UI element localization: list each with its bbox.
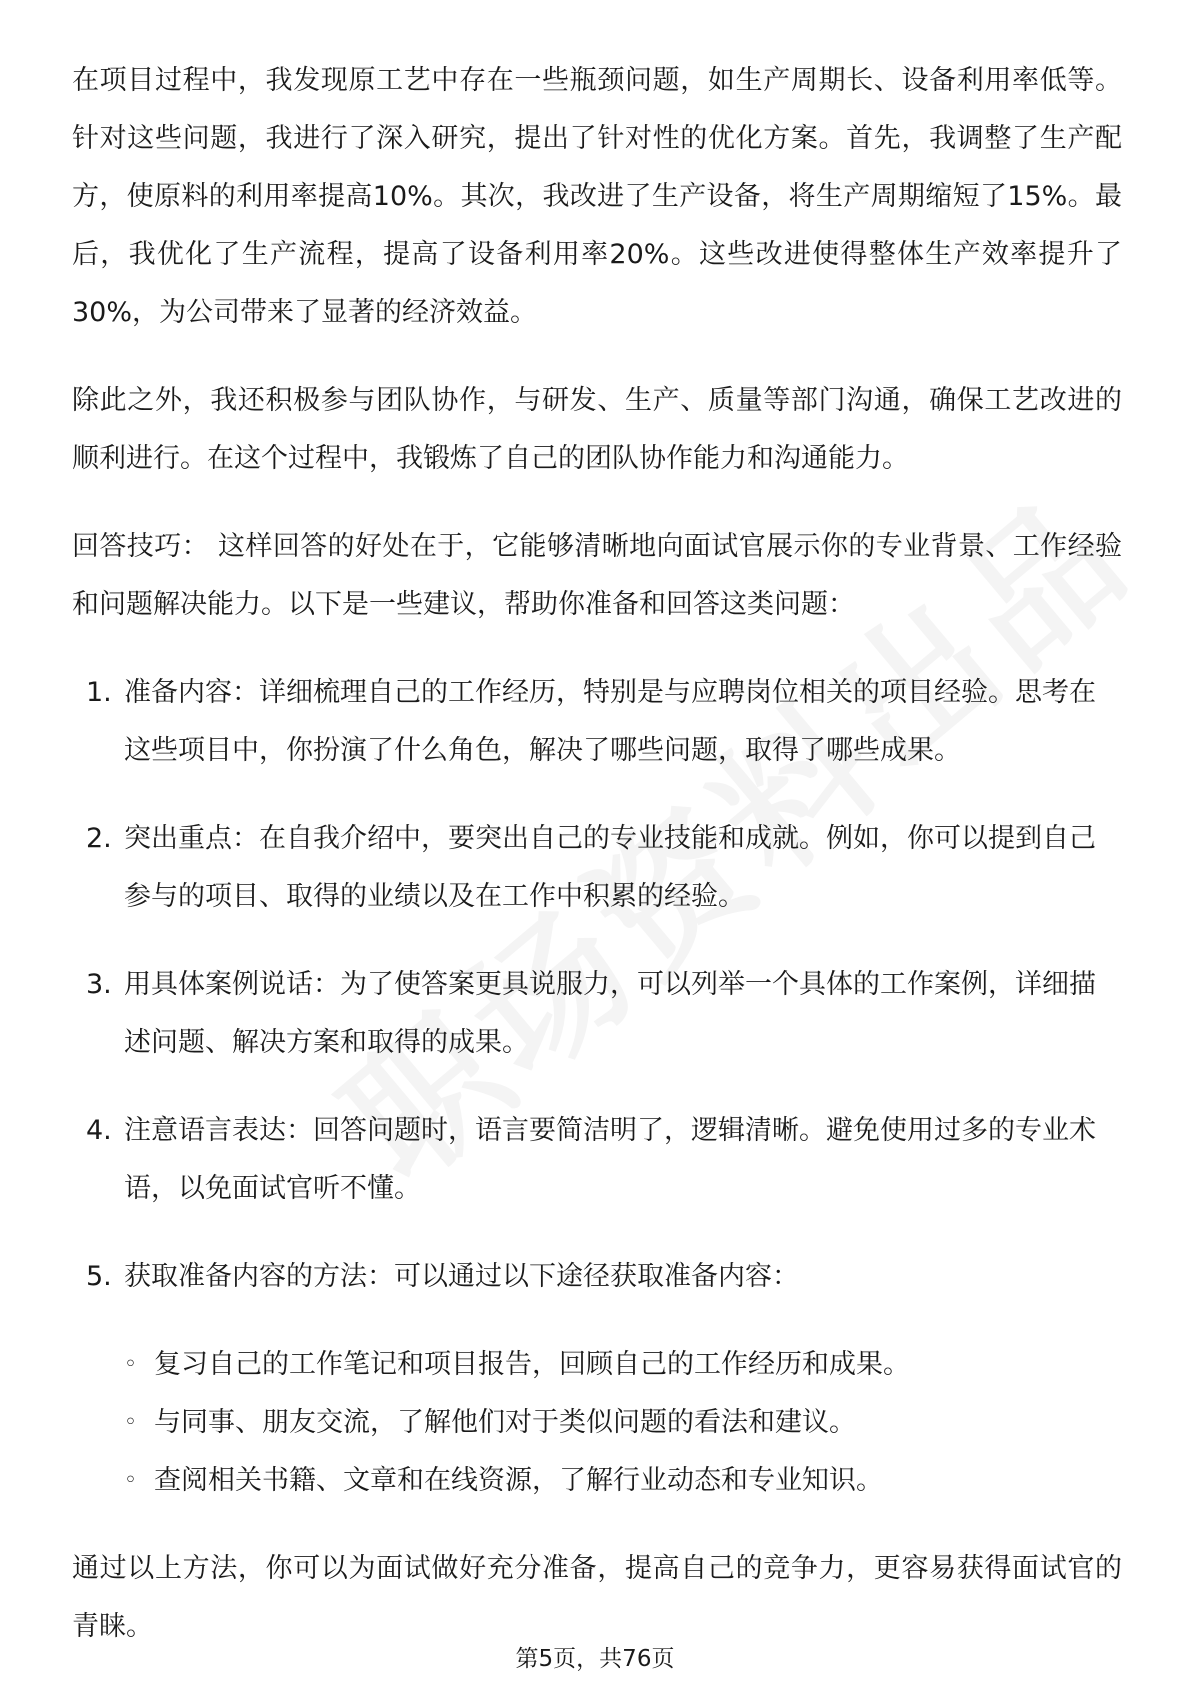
page-footer: 第5页，共76页 [515,1646,675,1672]
list-item-text: 注意语言表达：回答问题时，语言要简洁明了，逻辑清晰。避免使用过多的专业术语，以免面试官听不懂。 [124,1115,1096,1204]
sub-list-item-text: 复习自己的工作笔记和项目报告，回顾自己的工作经历和成果。 [154,1349,910,1380]
list-item-text: 准备内容：详细梳理自己的工作经历，特别是与应聘岗位相关的项目经验。思考在这些项目中，你扮演了什么角色，解决了哪些问题，取得了哪些成果。 [124,677,1096,766]
list-item-text: 用具体案例说话：为了使答案更具说服力，可以列举一个具体的工作案例，详细描述问题、解决方案和取得的成果。 [124,969,1096,1058]
sub-list-item [124,1394,1122,1452]
list-number: 2. [86,823,112,854]
tips-list [72,664,1122,1510]
list-item [72,956,1122,1072]
list-item-text: 获取准备内容的方法：可以通过以下途径获取准备内容： [124,1261,799,1292]
list-number: 1. [86,677,112,708]
sub-list [124,1336,1122,1510]
list-number: 3. [86,969,112,1000]
page-content [72,52,1122,1656]
list-item [72,810,1122,926]
sub-list-item-text: 与同事、朋友交流，了解他们对于类似问题的看法和建议。 [154,1407,856,1438]
list-item-text: 突出重点：在自我介绍中，要突出自己的专业技能和成就。例如，你可以提到自己参与的项目、取得的业绩以及在工作中积累的经验。 [124,823,1096,912]
list-item [72,664,1122,780]
paragraph-answer-tips: 回答技巧： 这样回答的好处在于，它能够清晰地向面试官展示你的专业背景、工作经验和问题解决能力。以下是一些建议，帮助你准备和回答这类问题： [72,531,1122,620]
paragraph-conclusion: 通过以上方法，你可以为面试做好充分准备，提高自己的竞争力，更容易获得面试官的青睐。 [72,1553,1122,1642]
list-item [72,1102,1122,1218]
bullet-icon: ◦ [124,1410,137,1435]
paragraph-project-improvements: 在项目过程中，我发现原工艺中存在一些瓶颈问题，如生产周期长、设备利用率低等。针对这些问题，我进行了深入研究，提出了针对性的优化方案。首先，我调整了生产配方，使原料的利用率提高10%。其次，我改进了生产设备，将生产周期缩短了15%。最后，我优化了生产流程，提高了设备利用率20%。这些改进使得整体生产效率提升了30%，为公司带来了显著的经济效益。 [72,65,1122,328]
bullet-icon: ◦ [124,1352,137,1377]
sub-list-item-text: 查阅相关书籍、文章和在线资源，了解行业动态和专业知识。 [154,1465,883,1496]
paragraph-teamwork: 除此之外，我还积极参与团队协作，与研发、生产、质量等部门沟通，确保工艺改进的顺利进行。在这个过程中，我锻炼了自己的团队协作能力和沟通能力。 [72,385,1122,474]
sub-list-item [124,1336,1122,1394]
sub-list-item [124,1452,1122,1510]
bullet-icon: ◦ [124,1468,137,1493]
list-number: 4. [86,1115,112,1146]
list-item [72,1248,1122,1510]
list-number: 5. [86,1261,112,1292]
